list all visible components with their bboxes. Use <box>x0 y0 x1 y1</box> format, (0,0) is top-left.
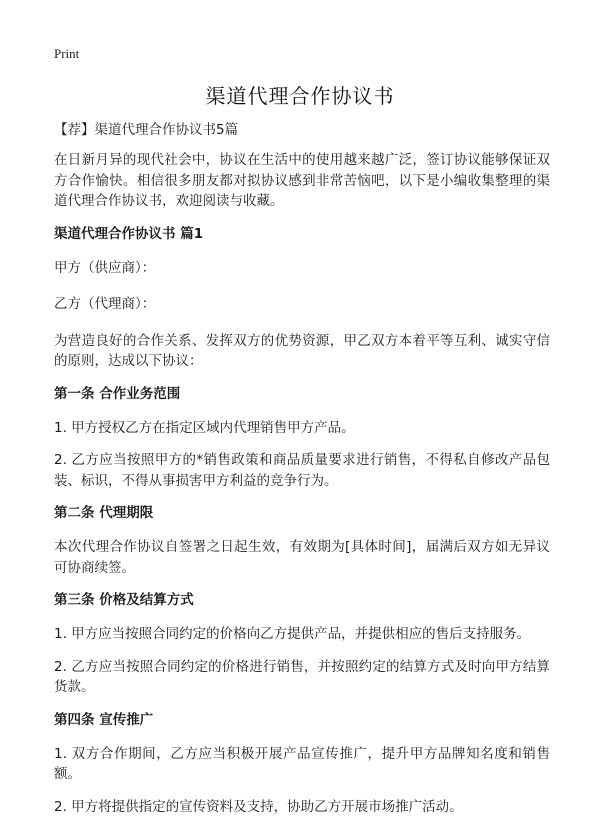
party-b-line: 乙方（代理商）： <box>54 296 156 312</box>
section-heading-2: 第二条 代理期限 <box>54 505 154 521</box>
preamble-paragraph: 为营造良好的合作关系、发挥双方的优势资源，甲乙双方本着平等互利、诚实守信的原则，达成以下协议： <box>54 332 550 369</box>
section-heading-4: 第四条 宣传推广 <box>54 711 154 728</box>
party-a-line: 甲方（供应商）： <box>54 259 156 276</box>
section-1-item-2: 2. 乙方应当按照甲方的*销售政策和商品质量要求进行销售，不得私自修改产品包装、标识，不得从事损害甲方利益的竞争行为。 <box>54 452 550 489</box>
section-4-item-2: 2. 甲方将提供指定的宣传资料及支持，协助乙方开展市场推广活动。 <box>54 798 463 815</box>
section-heading-3: 第三条 价格及结算方式 <box>54 592 194 608</box>
intro-paragraph: 在日新月异的现代社会中，协议在生活中的使用越来越广泛，签订协议能够保证双方合作愉快。相信很多朋友都对拟协议感到非常苦恼吧，以下是小编收集整理的渠道代理合作协议书，欢迎阅读与收藏。 <box>54 152 550 209</box>
document-title: 渠道代理合作协议书 <box>205 84 395 108</box>
section-1-item-1: 1. 甲方授权乙方在指定区域内代理销售甲方产品。 <box>54 419 355 436</box>
section-2-item-1: 本次代理合作协议自签署之日起生效，有效期为[具体时间]，届满后双方如无异议可协商续签。 <box>54 539 550 576</box>
document-body <box>54 120 550 829</box>
chapter-heading: 渠道代理合作协议书 篇1 <box>54 225 204 242</box>
section-3-item-1: 1. 甲方应当按照合同约定的价格向乙方提供产品，并提供相应的售后支持服务。 <box>54 626 531 642</box>
print-link[interactable]: Print <box>54 46 80 61</box>
section-3-item-2: 2. 乙方应当按照合同约定的价格进行销售，并按照约定的结算方式及时向甲方结算货款。 <box>54 658 550 695</box>
section-heading-1: 第一条 合作业务范围 <box>54 385 181 402</box>
section-4-item-1: 1. 双方合作期间，乙方应当积极开展产品宣传推广，提升甲方品牌知名度和销售额。 <box>54 745 550 782</box>
document-subtitle: 【荐】渠道代理合作协议书5篇 <box>54 122 239 138</box>
